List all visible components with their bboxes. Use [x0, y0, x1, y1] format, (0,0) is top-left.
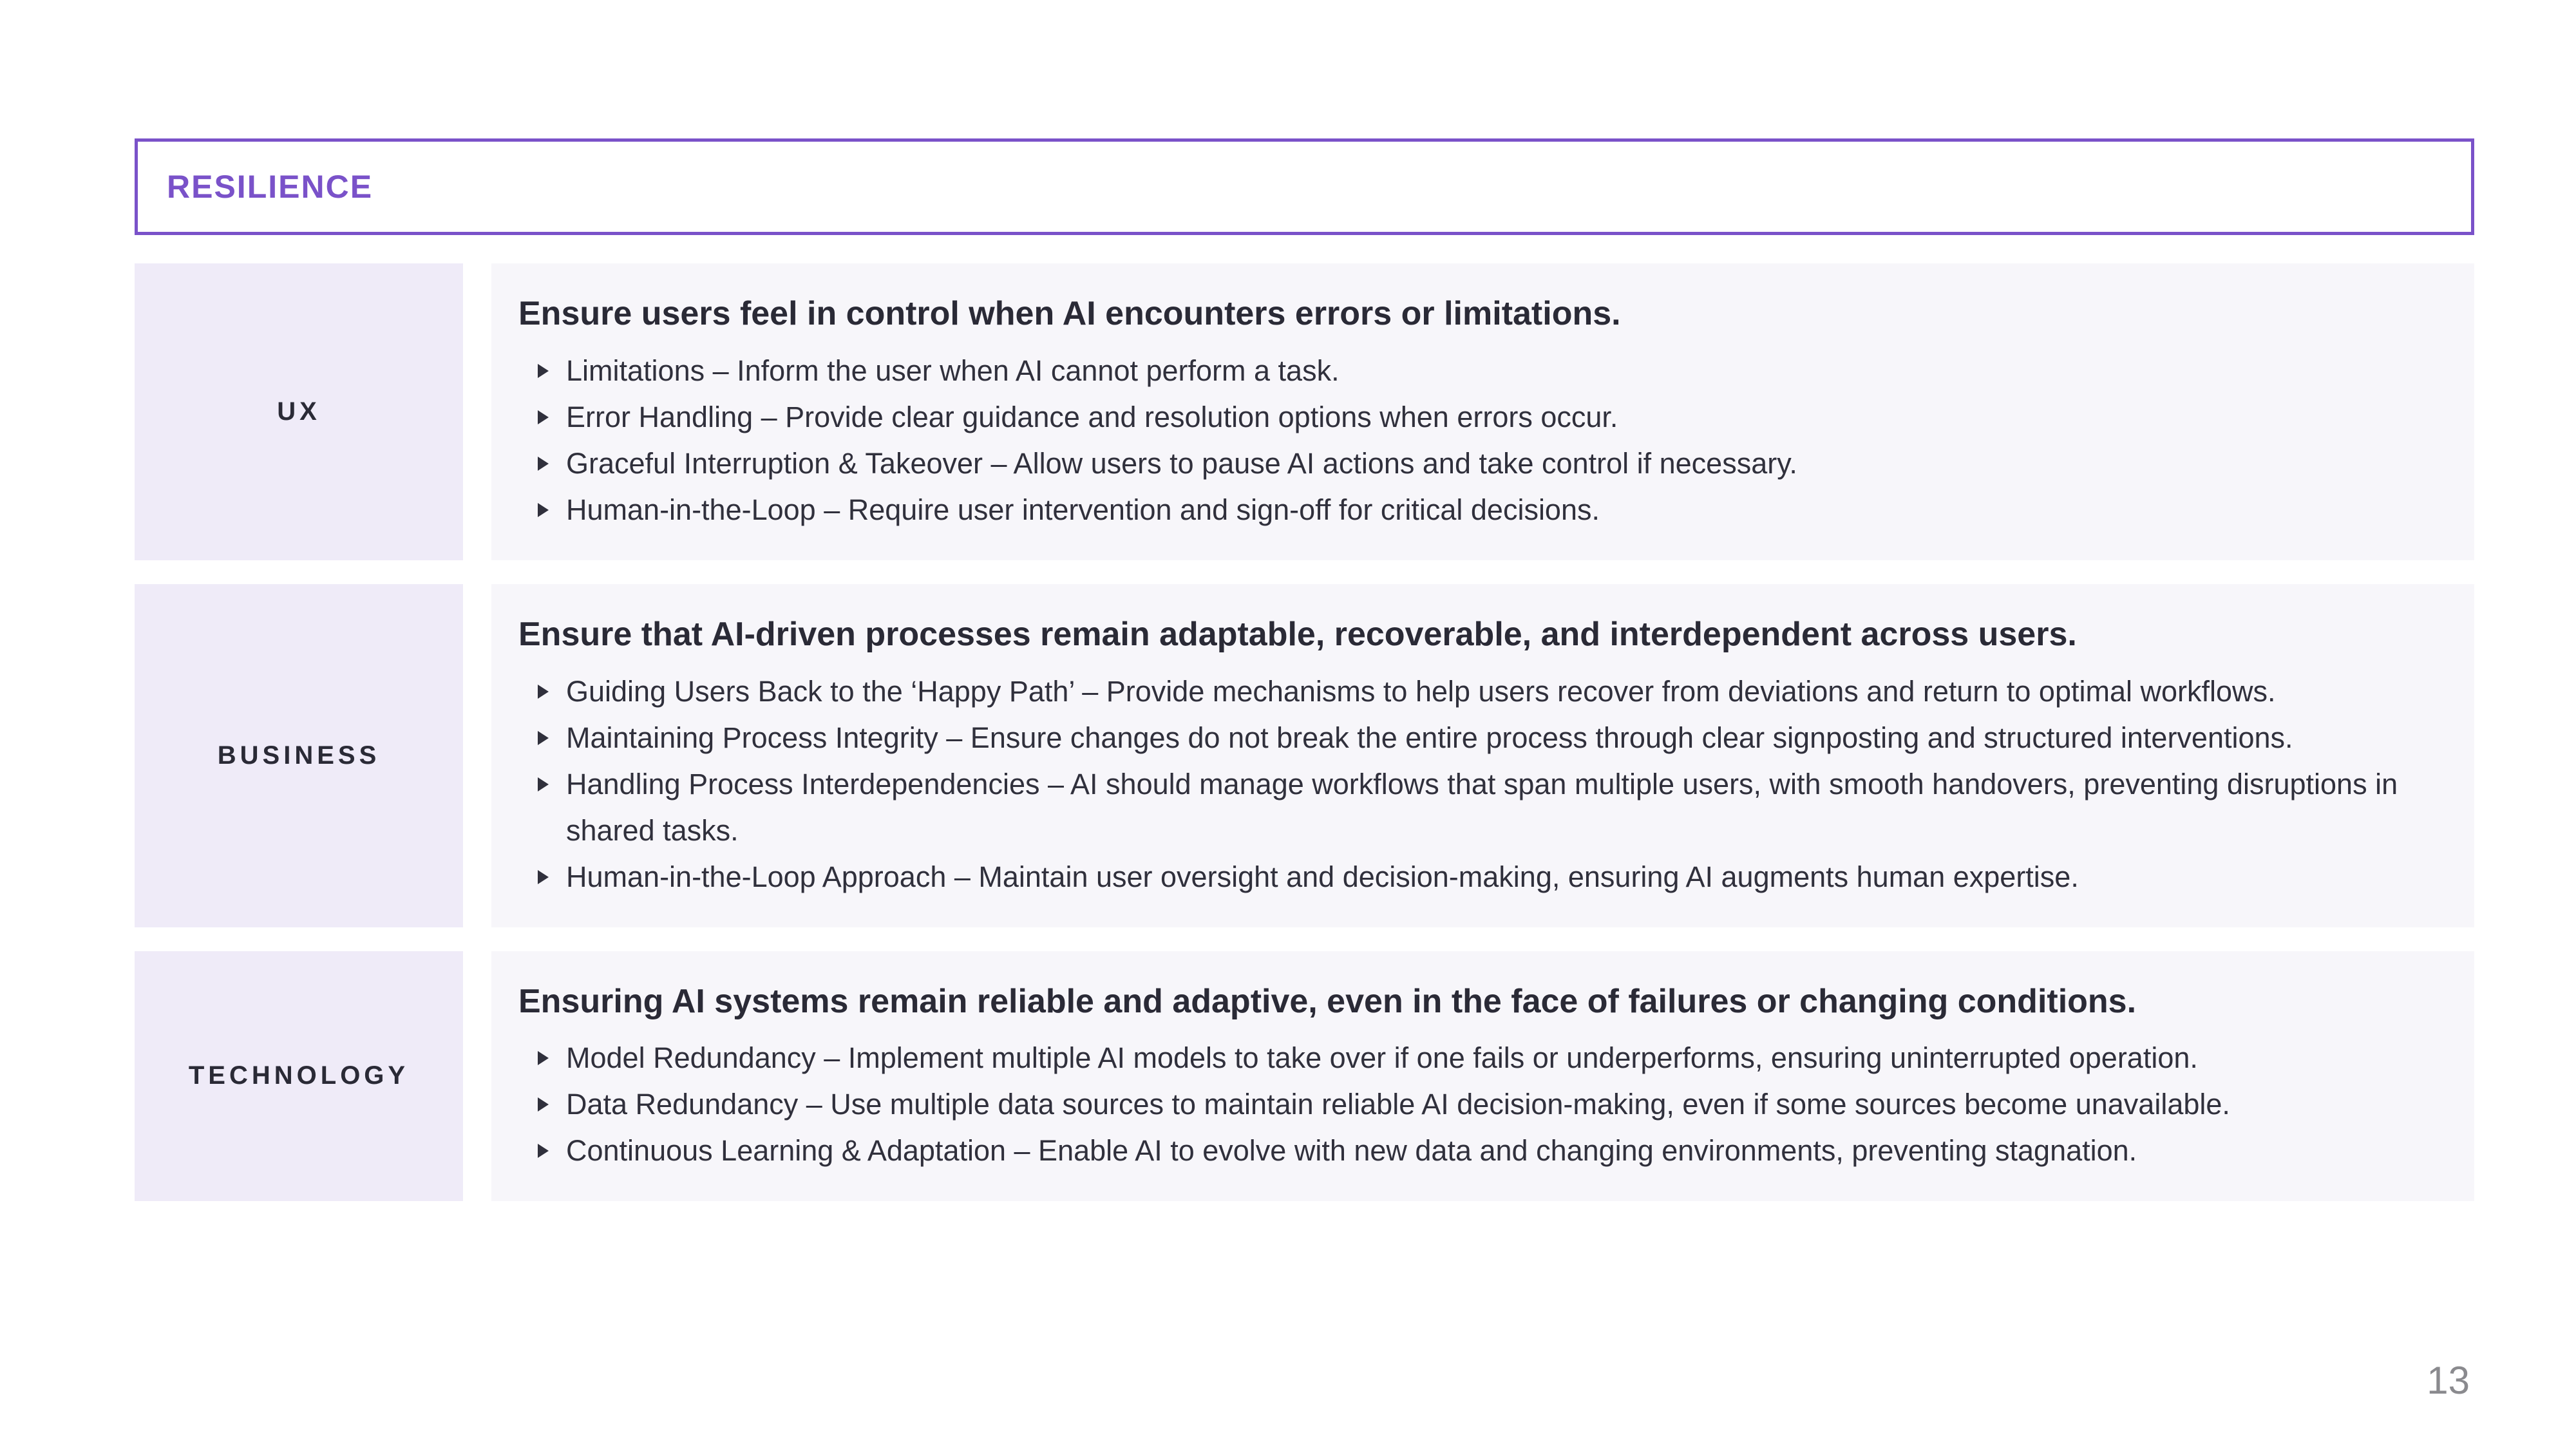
bullet-item: [538, 394, 2423, 440]
triangle-bullet-icon: [538, 394, 566, 440]
section-label: TECHNOLOGY: [188, 1061, 410, 1090]
section-label-box: [135, 263, 463, 560]
triangle-bullet-icon: [538, 487, 566, 533]
bullet-item: [538, 1081, 2423, 1128]
section-content: [491, 263, 2474, 560]
bullet-text: Maintaining Process Integrity – Ensure changes do not break the entire process through clear signposting and structured interventions.: [566, 721, 2293, 754]
bullet-item: [538, 1035, 2423, 1081]
bullet-text: Human-in-the-Loop – Require user intervention and sign-off for critical decisions.: [566, 493, 1600, 526]
bullet-text: Graceful Interruption & Takeover – Allow users to pause AI actions and take control if necessary.: [566, 446, 1797, 480]
bullet-item: [538, 668, 2423, 715]
triangle-shape: [538, 410, 549, 424]
triangle-shape: [538, 457, 549, 471]
bullet-item: [538, 440, 2423, 487]
triangle-bullet-icon: [538, 668, 566, 715]
bullet-text: Limitations – Inform the user when AI cannot perform a task.: [566, 354, 1340, 387]
section-heading: Ensure users feel in control when AI encounters errors or limitations.: [518, 295, 1621, 332]
section-label-box: [135, 951, 463, 1202]
bullet-item: [538, 1128, 2423, 1174]
section-content: [491, 584, 2474, 927]
triangle-bullet-icon: [538, 440, 566, 487]
bullet-item: [538, 487, 2423, 533]
section-label: UX: [277, 397, 321, 426]
triangle-shape: [538, 503, 549, 517]
triangle-bullet-icon: [538, 348, 566, 394]
page-number: 13: [2427, 1359, 2470, 1402]
title-box: [135, 138, 2474, 235]
bullet-item: [538, 715, 2423, 761]
bullet-text: Handling Process Interdependencies – AI should manage workflows that span multiple users, with smooth handovers, preventing disruptions in shared tasks.: [566, 767, 2398, 847]
triangle-shape: [538, 731, 549, 745]
bullet-text: Model Redundancy – Implement multiple AI models to take over if one fails or underperforms, ensuring uninterrupted operation.: [566, 1041, 2198, 1075]
triangle-shape: [538, 1051, 549, 1065]
section-heading: Ensuring AI systems remain reliable and adaptive, even in the face of failures or changing conditions.: [518, 982, 2137, 1020]
section-label: BUSINESS: [217, 741, 381, 770]
bullet-list: [518, 348, 2423, 533]
bullet-item: [538, 854, 2423, 900]
triangle-bullet-icon: [538, 1081, 566, 1128]
sections: [135, 263, 2474, 1201]
bullet-list: [518, 1035, 2423, 1174]
section-heading: Ensure that AI-driven processes remain adaptable, recoverable, and interdependent across users.: [518, 615, 2077, 653]
triangle-shape: [538, 1144, 549, 1158]
triangle-bullet-icon: [538, 854, 566, 900]
triangle-bullet-icon: [538, 1035, 566, 1081]
page-title: RESILIENCE: [167, 169, 374, 205]
bullet-text: Error Handling – Provide clear guidance and resolution options when errors occur.: [566, 400, 1618, 433]
bullet-item: [538, 348, 2423, 394]
triangle-shape: [538, 1097, 549, 1112]
bullet-text: Human-in-the-Loop Approach – Maintain user oversight and decision-making, ensuring AI augments human expertise.: [566, 860, 2079, 893]
triangle-bullet-icon: [538, 1128, 566, 1174]
bullet-text: Guiding Users Back to the ‘Happy Path’ – Provide mechanisms to help users recover from deviations and return to optimal workflows.: [566, 674, 2276, 708]
section-business: [135, 584, 2474, 927]
triangle-shape: [538, 777, 549, 791]
bullet-list: [518, 668, 2423, 900]
triangle-shape: [538, 870, 549, 884]
section-content: [491, 951, 2474, 1202]
triangle-shape: [538, 685, 549, 699]
section-ux: [135, 263, 2474, 560]
triangle-bullet-icon: [538, 715, 566, 761]
bullet-item: [538, 761, 2423, 854]
section-label-box: [135, 584, 463, 927]
section-technology: [135, 951, 2474, 1202]
bullet-text: Data Redundancy – Use multiple data sources to maintain reliable AI decision-making, even if some sources become unavailable.: [566, 1088, 2230, 1121]
bullet-text: Continuous Learning & Adaptation – Enable AI to evolve with new data and changing environments, preventing stagnation.: [566, 1134, 2137, 1168]
triangle-shape: [538, 364, 549, 378]
triangle-bullet-icon: [538, 761, 566, 808]
